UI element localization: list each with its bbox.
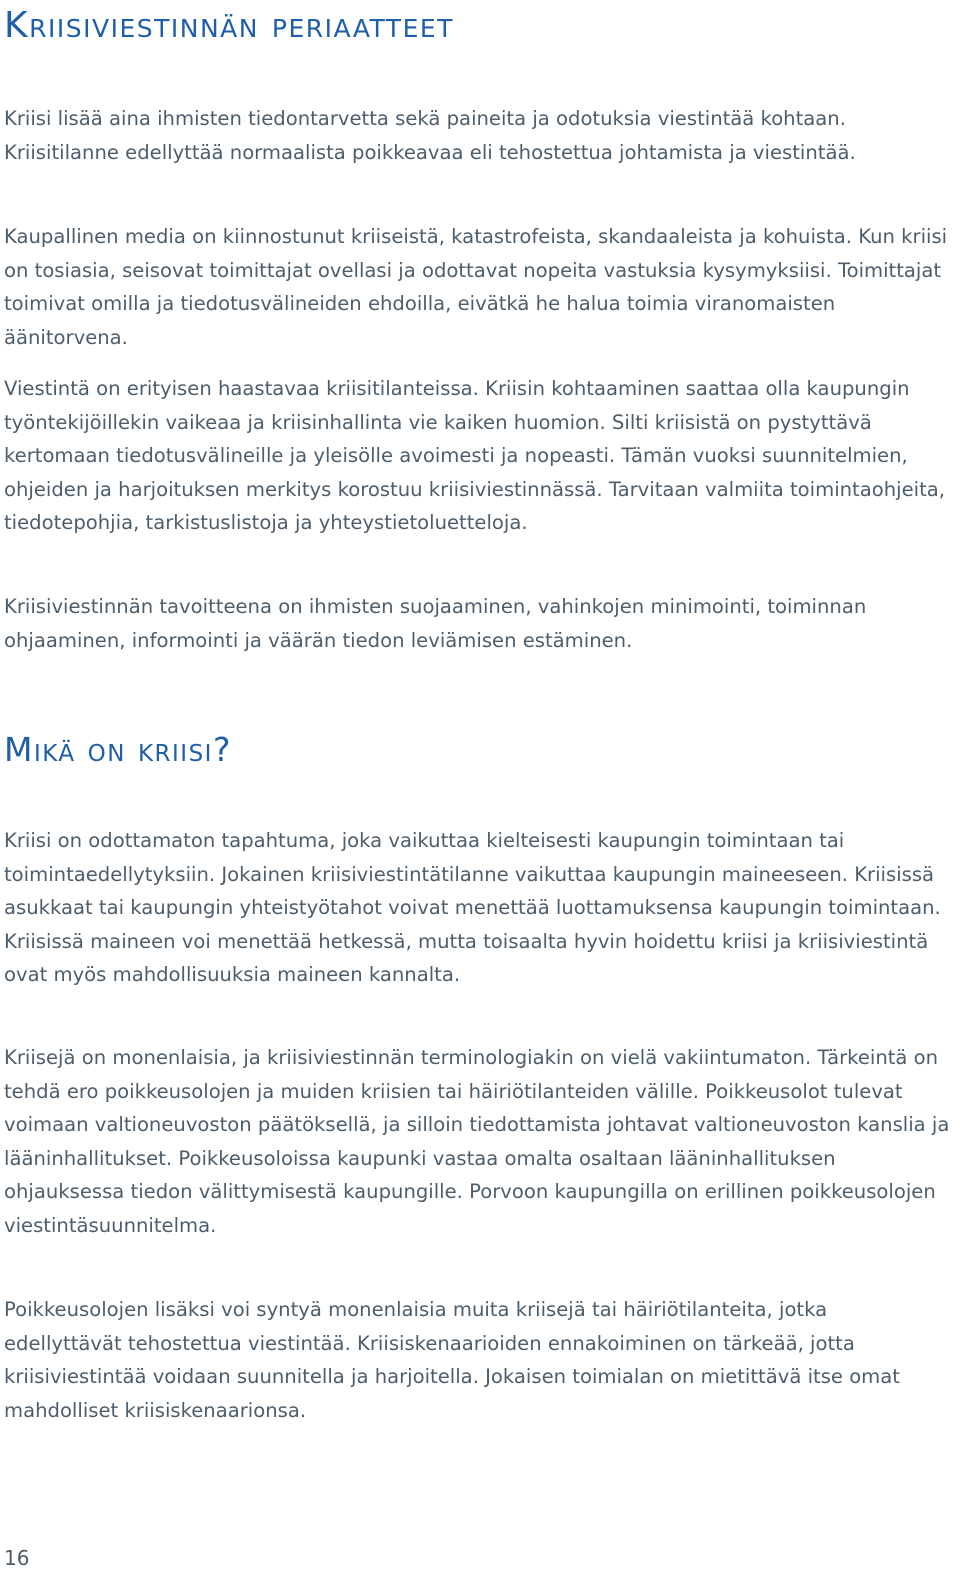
page-number: 16 [4, 1546, 30, 1570]
paragraph-commercial-media: Kaupallinen media on kiinnostunut kriiseistä, katastrofeista, skandaaleista ja kohuista. Kun kriisi on tosiasia, seisovat toimittajat ovellasi ja odottavat nopeita vastuksia kysymyksiisi. Toimittajat toimivat omilla ja tiedotusvälineiden ehdoilla, eivätkä he halua toimia viranomaisten äänitorvena. [4, 225, 948, 349]
section-heading-what-is-crisis: Mikä on kriisi? [4, 730, 232, 769]
paragraph-communication-challenge: Viestintä on erityisen haastavaa kriisitilanteissa. Kriisin kohtaaminen saattaa olla kaupungin työntekijöillekin vaikeaa ja kriisinhallinta vie kaiken huomion. Silti kriisistä on pystyttävä kertomaan tiedotusvälineille ja yleisölle avoimesti ja nopeasti. Tämän vuoksi suunnitelmien, ohjeiden ja harjoituksen merkitys korostuu kriisiviestinnässä. Tarvitaan valmiita toimintaohjeita, tiedotepohjia, tarkistuslistoja ja yhteystietoluetteloja. [4, 377, 946, 535]
paragraph-crisis-definition: Kriisi on odottamaton tapahtuma, joka vaikuttaa kielteisesti kaupungin toimintaan tai toimintaedellytyksiin. Jokainen kriisiviestintätilanne vaikuttaa kaupungin maineeseen. Kriisissä asukkaat tai kaupungin yhteistyötahot voivat menettää luottamuksensa kaupungin toimintaan. Kriisissä maineen voi menettää hetkessä, mutta toisaalta hyvin hoidettu kriisi ja kriisiviestintä ovat myös mahdollisuuksia maineen kannalta. [4, 829, 941, 987]
paragraph-crisis-information-need: Kriisi lisää aina ihmisten tiedontarvetta sekä paineita ja odotuksia viestintää kohtaan. Kriisitilanne edellyttää normaalista poikkeavaa eli tehostettua johtamista ja viestintää. [4, 107, 856, 164]
section-heading-principles: Kriisiviestinnän periaatteet [4, 5, 454, 46]
paragraph-other-crises: Poikkeusolojen lisäksi voi syntyä monenlaisia muita kriisejä tai häiriötilanteita, jotka edellyttävät tehostettua viestintää. Kriisiskenaarioiden ennakoiminen on tärkeää, jotta kriisiviestintää voidaan suunnitella ja harjoitella. Jokaisen toimialan on mietittävä itse omat mahdolliset kriisiskenaarionsa. [4, 1298, 900, 1422]
paragraph-crisis-types: Kriisejä on monenlaisia, ja kriisiviestinnän terminologiakin on vielä vakiintumaton. Tärkeintä on tehdä ero poikkeusolojen ja muiden kriisien tai häiriötilanteiden välille. Poikkeusolot tulevat voimaan valtioneuvoston päätöksellä, ja silloin tiedottamista johtavat valtioneuvoston kanslia ja lääninhallitukset. Poikkeusoloissa kaupunki vastaa omalta osaltaan lääninhallituksen ohjauksessa tiedon välittymisestä kaupungille. Porvoon kaupungilla on erillinen poikkeusolojen viestintäsuunnitelma. [4, 1046, 950, 1237]
paragraph-communication-goal: Kriisiviestinnän tavoitteena on ihmisten suojaaminen, vahinkojen minimointi, toiminnan ohjaaminen, informointi ja väärän tiedon leviämisen estäminen. [4, 595, 867, 652]
